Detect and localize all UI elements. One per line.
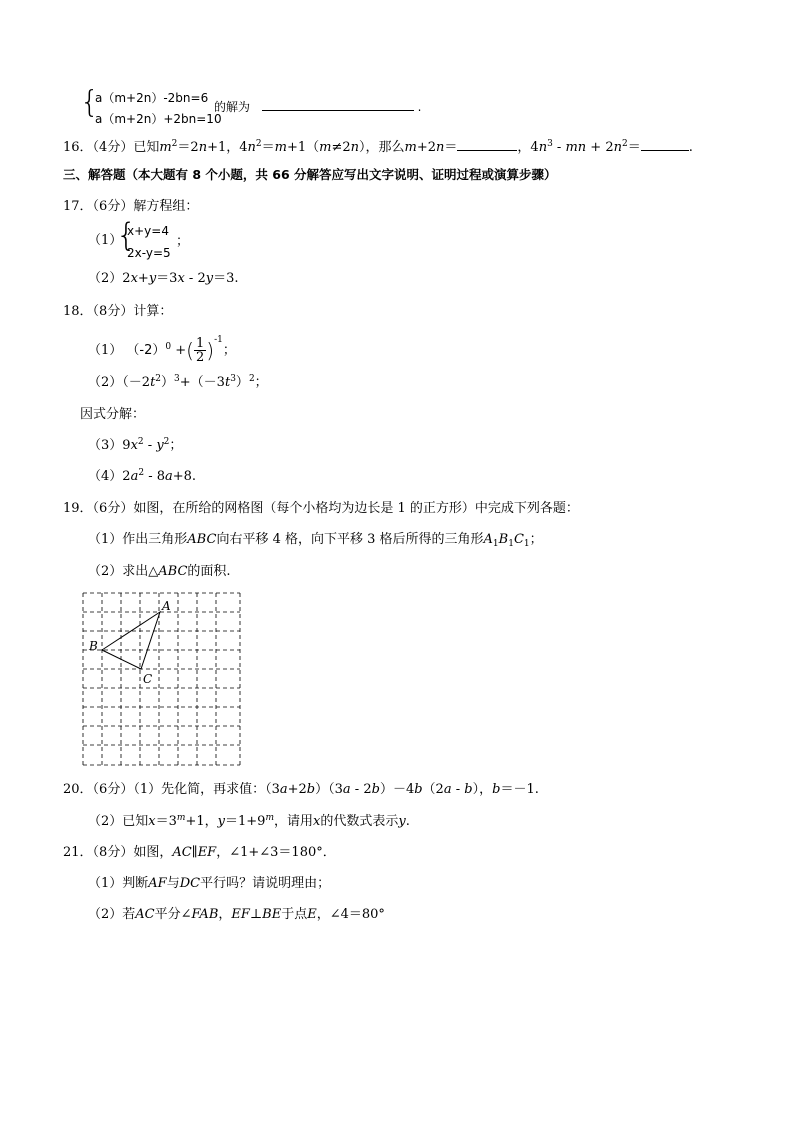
q15-answer-blank [262,98,414,111]
var-b: b [492,782,501,797]
q18-text: ） [235,375,249,390]
q19-text: 求出△ [122,564,159,579]
q17-text: ＝3 [156,271,178,286]
q16-text: 已知 [133,140,160,155]
exp: m [265,813,274,823]
q17-text: + [137,271,149,286]
q19-end: ； [529,532,543,547]
q15-end: . [417,100,422,114]
q20-text: 20．（6分）（1）先化简，再求值：（3 [63,782,280,797]
q21-text: 若 [122,907,136,922]
exp: 3 [230,374,236,384]
q18-text: +8. [172,469,197,484]
q16-text: ＝ [261,140,275,155]
subscript: 1 [492,539,499,549]
var-x: x [177,271,185,286]
var-E: E [307,907,317,922]
label-A: A [162,599,171,613]
paren-open: ( [186,338,194,363]
var-x: x [130,438,138,453]
var-C: C [513,532,524,547]
q16-number: 16．（4分） [63,140,134,155]
var-m: m [159,140,172,155]
exp: -1 [214,335,223,345]
var-AC: AC [172,845,192,860]
q17-part1-label: （1） [88,233,123,248]
var-t: t [224,375,231,390]
q20-text: （2 [422,782,444,797]
q21-text: 21．（8分）如图， [63,845,173,860]
var-FAB: FAB [191,907,219,922]
q20-text: ）－4 [379,782,415,797]
exp: 2 [255,139,262,149]
var-m: m [565,140,578,155]
q20-text: ）， [472,782,493,797]
q18-end: ； [254,375,268,390]
q16-answer-blank-1 [457,138,517,151]
q21-text: 平分∠ [154,907,192,922]
q16-text: ），那么 [359,140,405,155]
q17-equation-1: x+y=4 [127,224,169,238]
q20-text: +1， [185,814,218,829]
label-C: C [143,672,153,686]
exp: 2 [163,437,170,447]
part-label: （1） [88,532,123,547]
q16-text: - [552,140,566,155]
q21-text: 平行吗？请说明理由； [200,876,331,891]
dashed-grid [83,593,240,765]
exp: 2 [621,139,628,149]
exp: 2 [137,437,144,447]
q18-text: - 8 [144,469,165,484]
q16-text: ＝ [627,140,641,155]
q18-end: ； [169,438,183,453]
q19-part1 [88,532,543,548]
var-x: x [130,271,138,286]
var-b: b [464,782,473,797]
q21-text: ，∠4＝80° [316,907,385,922]
var-y: y [148,271,157,286]
part-label: （1） [88,343,123,358]
q20-text: +2 [287,782,307,797]
part-label: （2） [88,375,123,390]
var-n: n [436,140,445,155]
var-DC: DC [179,876,201,891]
triangle-ABC [102,612,160,669]
exp: 2 [138,468,145,478]
system-brace: { [80,85,100,120]
var-BE: BE [262,907,282,922]
subscript: 1 [508,539,514,549]
q16-text: ，4 [517,140,539,155]
q16-text: + 2 [586,140,614,155]
q20-text: ＝－1. [500,782,539,797]
q16-text: ＝2 [177,140,199,155]
q17-text: ＝3. [213,271,239,286]
var-a: a [443,782,452,797]
q17-part1-end: ； [176,234,190,249]
q17-text: 2 [122,271,131,286]
var-n: n [247,140,256,155]
fraction-numerator: 1 [195,336,205,351]
section-3-heading: 三、解答题（本大题有 8 个小题，共 66 分解答应写出文字说明、证明过程或演算步骤） [63,167,557,182]
q21-text: 于点 [281,907,308,922]
var-n: n [577,140,587,155]
var-ABC: ABC [187,532,217,547]
q20-text: ，请用 [273,814,313,829]
q18-text: +（－3 [179,375,225,390]
var-AC: AC [135,907,155,922]
var-a: a [165,469,173,484]
var-B: B [498,532,509,547]
exp: 0 [165,342,172,352]
var-m: m [274,140,287,155]
grid-figure [80,590,245,770]
var-b: b [414,782,423,797]
part-label: （2） [88,271,123,286]
exp: 3 [174,374,180,384]
q21-text: ∥ [191,845,198,860]
q19-text: 的面积. [187,564,231,579]
exp: 2 [248,374,255,384]
exp: 2 [171,139,178,149]
q20-text: ＝3 [155,814,177,829]
q18-text: （－2 [122,375,151,390]
var-a: a [279,782,288,797]
q17-part2 [88,271,239,287]
var-ABC: ABC [158,564,188,579]
fraction-denominator: 2 [195,350,205,365]
q19-part2 [88,564,231,580]
q17-text: - 2 [184,271,206,286]
q18-end: ； [222,343,236,358]
part-label: （2） [88,907,123,922]
q18-part1 [88,337,236,364]
part-label: （2） [88,814,123,829]
q16-text: ＝ [444,140,458,155]
question-16 [63,138,693,156]
var-y: y [398,814,406,829]
var-b: b [306,782,316,797]
q18-part4 [88,469,196,485]
var-EF: EF [231,907,250,922]
var-n: n [538,140,548,155]
q15-equation-1: a（m+2n）-2bn=6 [95,91,209,105]
q18-part3 [88,438,182,454]
q20-text: - 2 [350,782,372,797]
exp: m [176,813,186,823]
var-a: a [130,469,139,484]
q16-end: . [688,140,693,155]
var-EF: EF [197,845,217,860]
q21-heading [63,845,336,861]
var-y: y [156,438,164,453]
fraction [194,337,206,364]
label-B: B [89,639,98,653]
var-n: n [198,140,208,155]
var-n: n [613,140,622,155]
q16-answer-blank-2 [641,138,689,151]
part-label: （4） [88,469,123,484]
var-y: y [205,271,214,286]
q18-text: 9 [122,438,131,453]
exp: 2 [155,374,162,384]
var-b: b [371,782,380,797]
q18-text: 2 [122,469,131,484]
q20-text: 的代数式表示 [320,814,399,829]
q17-system-brace: { [116,216,137,254]
exp: 3 [547,139,553,149]
q21-part2 [88,907,385,923]
q15-suffix-text: 的解为 [214,100,251,114]
q19-heading: 19．（6分）如图，在所给的网格图（每个小格均为边长是 1 的正方形）中完成下列各题： [63,501,579,516]
subscript: 1 [523,539,530,549]
q17-equation-2: 2x-y=5 [127,246,171,260]
q16-text: +1，4 [207,140,248,155]
var-n: n [350,140,359,155]
part-label: （1） [88,876,123,891]
q20-line1 [63,782,539,798]
q19-text: 向右平移 4 格，向下平移 3 格后所得的三角形 [216,532,484,547]
var-y: y [217,814,225,829]
factoring-heading: 因式分解： [80,407,146,422]
q20-part2 [88,814,410,830]
q18-heading: 18．（8分）计算： [63,304,173,319]
q19-text: 作出三角形 [122,532,188,547]
q20-text: - [451,782,465,797]
q21-text: ，∠1+∠3＝180°． [216,845,336,860]
q21-text: 判断 [122,876,149,891]
q20-text: ＝1+9 [225,814,266,829]
q16-text: ≠2 [331,140,351,155]
q16-text: +1（ [286,140,320,155]
q20-end: . [405,814,410,829]
q18-part2 [88,375,268,391]
q17-heading: 17．（6分）解方程组： [63,199,199,214]
var-x: x [313,814,321,829]
q16-text: +2 [416,140,437,155]
q21-text: ， [218,907,232,922]
q20-text: ）（3 [315,782,343,797]
var-m: m [404,140,417,155]
q18-text: - [143,438,157,453]
q21-text: ⊥ [249,907,263,922]
part-label: （2） [88,564,123,579]
q18-text: ） [161,375,175,390]
var-a: a [342,782,351,797]
var-t: t [150,375,156,390]
q18-plus: + [175,343,187,358]
q15-suffix [214,98,422,115]
var-AF: AF [148,876,167,891]
q18-base: （-2） [126,343,166,358]
q15-equation-2: a（m+2n）+2bn=10 [95,112,222,126]
var-A: A [483,532,493,547]
var-m: m [319,140,332,155]
q21-text: 与 [166,876,180,891]
q21-part1 [88,876,330,892]
var-x: x [148,814,156,829]
part-label: （3） [88,438,123,453]
paren-close: ) [206,338,215,363]
q20-text: 已知 [122,814,149,829]
